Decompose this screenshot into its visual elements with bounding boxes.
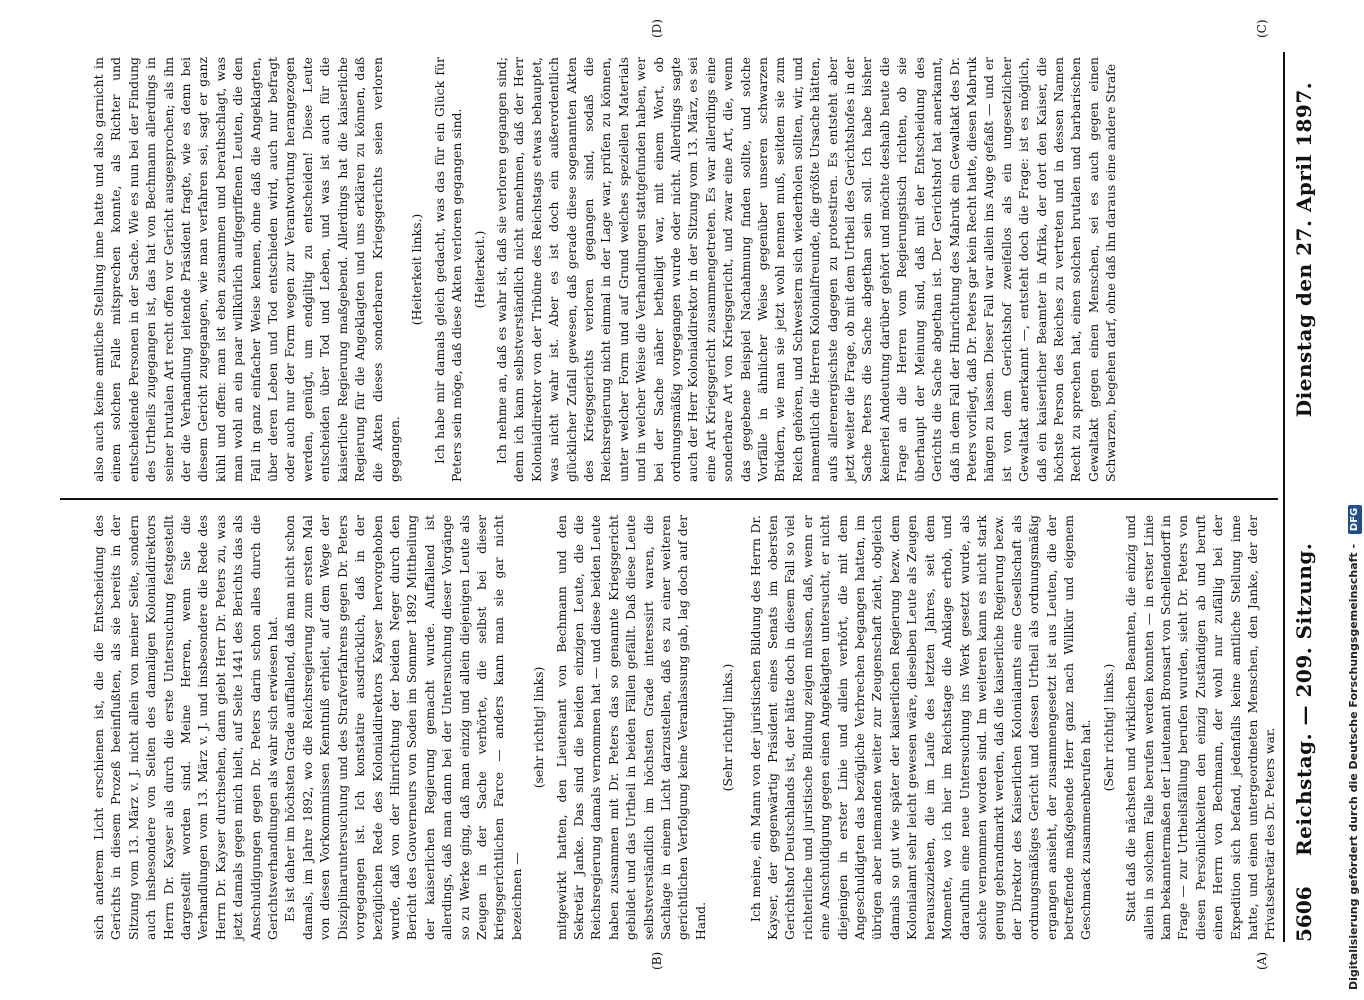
margin-marker-a: (A): [1255, 951, 1269, 970]
running-head: [1292, 52, 1332, 942]
paragraph: Ich nehme an, daß es wahr ist, daß sie verloren gegangen sind; denn ich kann selbstverständlich nicht annehmen, daß der Herr Kolonialdirektor von der Tribüne des Reichstags etwas behauptet, was nicht wahr ist. Aber es ist doch ein außerordentlich glücklicher Zufall gewesen, daß gerade diese sogenannten Akten des Kriegsgerichts verloren gegangen sind, sodaß die Reichsregierung nicht einmal in der Lage war, prüfen zu können, unter welcher Form und auf Grund welches speziellen Materials und in welcher Weise die Verhandlungen stattgefunden haben, wer bei der Sache näher betheiligt war, mit einem Wort, ob ordnungsmäßig vorgegangen wurde oder nicht. Allerdings sagte auch der Herr Kolonialdirektor in der Sitzung vom 13. März, es sei eine Art Kriegsgericht zusammengetreten. Es war allerdings eine sonderbare Art von Kriegsgericht, und zwar eine Art, die, wenn das gegebene Beispiel Nachahmung finden sollte, und solche Vorfälle in ähnlicher Weise gegenüber unseren schwarzen Brüdern, wie man sie jetzt wohl nennen muß, seitdem sie zum Reich gehören, und Schwestern sich wiederholen sollten, wir, und namentlich die Herren Kolonialfreunde, die größte Ursache hätten, aufs allerenergischste dagegen zu protestiren. Es entsteht aber jetzt weiter die Frage, ob mit dem Urtheil des Gerichtshofes in der Sache Peters die Sache abgethan sein soll. Ich habe bisher keinerlei Andeutung darüber gehört und möchte deshalb heute die Frage an die Herren vom Regierungstisch richten, ob sie überhaupt der Meinung sind, daß mit der Entscheidung des Gerichts die Sache abgethan ist. Der Gerichtshof hat anerkannt, daß in dem Fall der Hinrichtung des Mabruk ein Gewaltakt des Dr. Peters vorliegt, daß Dr. Peters gar kein Recht hatte, diesen Mabruk hängen zu lassen. Dieser Fall war allein ins Auge gefaßt — und er ist von dem Gerichtshof zweifellos als ein ungesetzlicher Gewaltakt anerkannt —, entsteht doch die Frage: ist es möglich, daß ein kaiserlicher Beamter in Afrika, der dort den Kaiser, die höchste Person des Reiches zu vertreten und in dessen Namen Recht zu sprechen hat, einen solchen brutalen und barbarischen Gewaltakt gegen einen Menschen, sei es auch gegen einen Schwarzen, begehen darf, ohne daß ihn daraus eine andere Strafe: [493, 57, 1119, 482]
header-rule: [1283, 52, 1285, 942]
paragraph: also auch keine amtliche Stellung inne hatte und also garnicht in einem solchen Falle mitsprechen konnte, als Richter und entscheidende Personen in der Sache. Wie es nun bei der Findung des Urtheils zugegangen ist, das hat von Bechmann allerdings in seiner brutalen Art recht offen vor Gericht ausgesprochen; als ihn der die Verhandlung leitende Präsident fragte, wie es denn bei diesem Gericht zugegangen, wie man verfahren sei, sagt er ganz kühl und offen: man ist eben zusammen und berathschlagt, was man wohl an ein paar willkürlich aufgegriffenen Leuten, die den Fall in ganz einfacher Weise kennen, ohne daß die Angeklagten, über deren Leben und Tod entschieden wird, auch nur befragt oder auch nur der Form wegen zur Verantwortung herangezogen werden, genügt, um endgiltig zu entscheiden! Diese Leute entscheiden über Tod und Leben, und was ist auch für die kaiserliche Regierung maßgebend. Allerdings hat die kaiserliche Regierung für die Angeklagten und uns erklären zu können, daß die Akten dieses sonderbaren Kriegsgerichts seien verloren gegangen.: [91, 57, 402, 482]
text-column-right: [90, 57, 1280, 482]
page-number: 5606: [1292, 886, 1316, 942]
margin-marker-b: (B): [650, 951, 664, 970]
paragraph: Ich meine, ein Mann von der juristischen Bildung des Herrn Dr. Kayser, der gegenwärtig Präsident eines Senats im obersten Gerichtshof Deutschlands ist, der hätte doch in diesem Fall so viel richterliche und juristische Bildung zeigen müssen, daß, wenn er eine Anschuldigung gegen einen Angeklagten untersucht, er nicht diejenigen in erster Linie und allein verhört, die mit dem Angeschuldigten das bezügliche Verbrechen begangen hatten, im übrigen aber niemanden weiter zur Zeugenschaft zieht, obgleich damals so gut wie später der kaiserlichen Regierung bezw. dem Kolonialamt sehr leicht gewesen wäre, dieselben Leute als Zeugen herauszuziehen, die im Laufe des letzten Jahres, seit dem Momente, wo ich hier im Reichstage die Anklage erhob, und daraufhin eine neue Untersuchung ins Werk gesetzt wurde, als solche vernommen worden sind. Im weiteren kann es nicht stark genug gebrandmarkt werden, daß die kaiserliche Regierung bezw. der Direktor des Kaiserlichen Kolonialamts eine Gesellschaft als ordnungsmäßiges Gericht und dessen Urtheil als ordnungsmäßig ergangen ansieht, der zusammengesetzt ist aus Leuten, die der betreffende maßgebende Herr ganz nach Willkür und eigenem Geschmack zusammenberufen hat.: [747, 515, 1094, 940]
interjection: (Heiterkeit links.): [409, 213, 425, 326]
column-divider: [60, 498, 1278, 500]
funding-note: [1344, 0, 1364, 990]
paragraph: mitgewirkt hatten, den Lieutenant von Bechmann und den Sekretär Janke. Das sind die beiden einzigen Leute, die die Reichsregierung damals vernommen hat — und diese beiden Leute haben zusammen mit Dr. Peters das so genannte Kriegsgericht gebildet und das Urtheil in beiden Fällen gefällt. Daß diese Leute selbstverständlich im höchsten Grade interessirt waren, die Sachlage in einem Licht darzustellen, daß es zu einer weiteren gerichtlichen Verfolgung keine Veranlassung gab, lag doch auf der Hand.: [553, 515, 708, 940]
paragraph: Ich habe mir damals gleich gedacht, was das für ein Glück für Peters sein möge, daß diese Akten verloren gegangen sind.: [431, 57, 465, 482]
header-right-title: Dienstag den 27. April 1897.: [1292, 81, 1316, 418]
paragraph: sich anderem Licht erschienen ist, die die Entscheidung des Gerichts in diesem Prozeß beeinflußten, als sie bereits in der Sitzung vom 13. März v. J. nicht allein von meiner Seite, sondern auch insbesondere von Seiten des damaligen Kolonialdirektors Herrn Dr. Kayser als durch die erste Untersuchung festgestellt dargestellt worden sind. Meine Herren, wenn Sie die Verhandlungen vom 13. März v. J. und insbesondere die Rede des Herrn Dr. Kayser durchsehen, dann giebt Herr Dr. Peters zu, was jetzt damals gegen mich hielt, auf Seite 1441 des Berichts das als Anschuldigungen gegen Dr. Peters darin schon alles durch die Gerichtsverhandlungen als wahr sich erwiesen hat.: [91, 515, 281, 940]
paragraph: Statt daß die nächsten und wirklichen Beamten, die einzig und allein in solchem Falle berufen werden konnten — in erster Linie kam bekanntermaßen der Lieutenant Bronsart von Schellendorff in Frage — zur Urtheilsfällung berufen wurden, sieht Dr. Peters von diesen Persönlichkeiten den einzig Zuständigen ab und beruft einen Herrn von Bechmann, der wohl nur zufällig bei der Expedition sich befand, jedenfalls keine amtliche Stellung inne hatte, und einen untergeordneten Menschen, den Janke, der der Privatsekretär des Dr. Peters war.: [1123, 515, 1278, 940]
interjection: (Heiterkeit.): [471, 230, 487, 309]
dfg-logo: DFG: [1348, 505, 1362, 534]
text-column-left: [90, 515, 1280, 940]
margin-marker-d: (D): [650, 19, 664, 38]
margin-marker-c: (C): [1255, 19, 1269, 38]
funding-note-text: Digitalisierung gefördert durch die Deutsche Forschungsgemeinschaft -: [1347, 543, 1360, 990]
paragraph: Es ist daher im höchsten Grade auffallend, daß man nicht schon damals, im Jahre 1892, wo die Reichsregierung zum ersten Mal von diesen Vorkommnissen Kenntniß erhielt, auf dem Wege der Disziplinaruntersuchung und des Strafverfahrens gegen Dr. Peters vorgegangen ist. Ich konstatire ausdrücklich, daß in der bezüglichen Rede des Kolonialdirektors Kayser hervorgehoben wurde, daß von der Hinrichtung der beiden Neger durch den Bericht des Gouverneurs von Soden im Sommer 1892 Mittheilung der kaiserlichen Regierung gemacht wurde. Auffallend ist allerdings, daß man dann bei der Untersuchung dieser Vorgänge so zu Werke ging, daß man einzig und allein diejenigen Leute als Zeugen in der Sache verhörte, die selbst bei dieser kriegsgerichtlichen Farce — anders kann man sie gar nicht bezeichnen —: [282, 515, 524, 940]
interjection: (Sehr richtig! links.): [720, 663, 736, 792]
interjection: (sehr richtig! links): [531, 666, 547, 789]
interjection: (Sehr richtig! links.): [1100, 663, 1116, 792]
header-left-title: Reichstag. — 209. Sitzung.: [1292, 542, 1316, 856]
